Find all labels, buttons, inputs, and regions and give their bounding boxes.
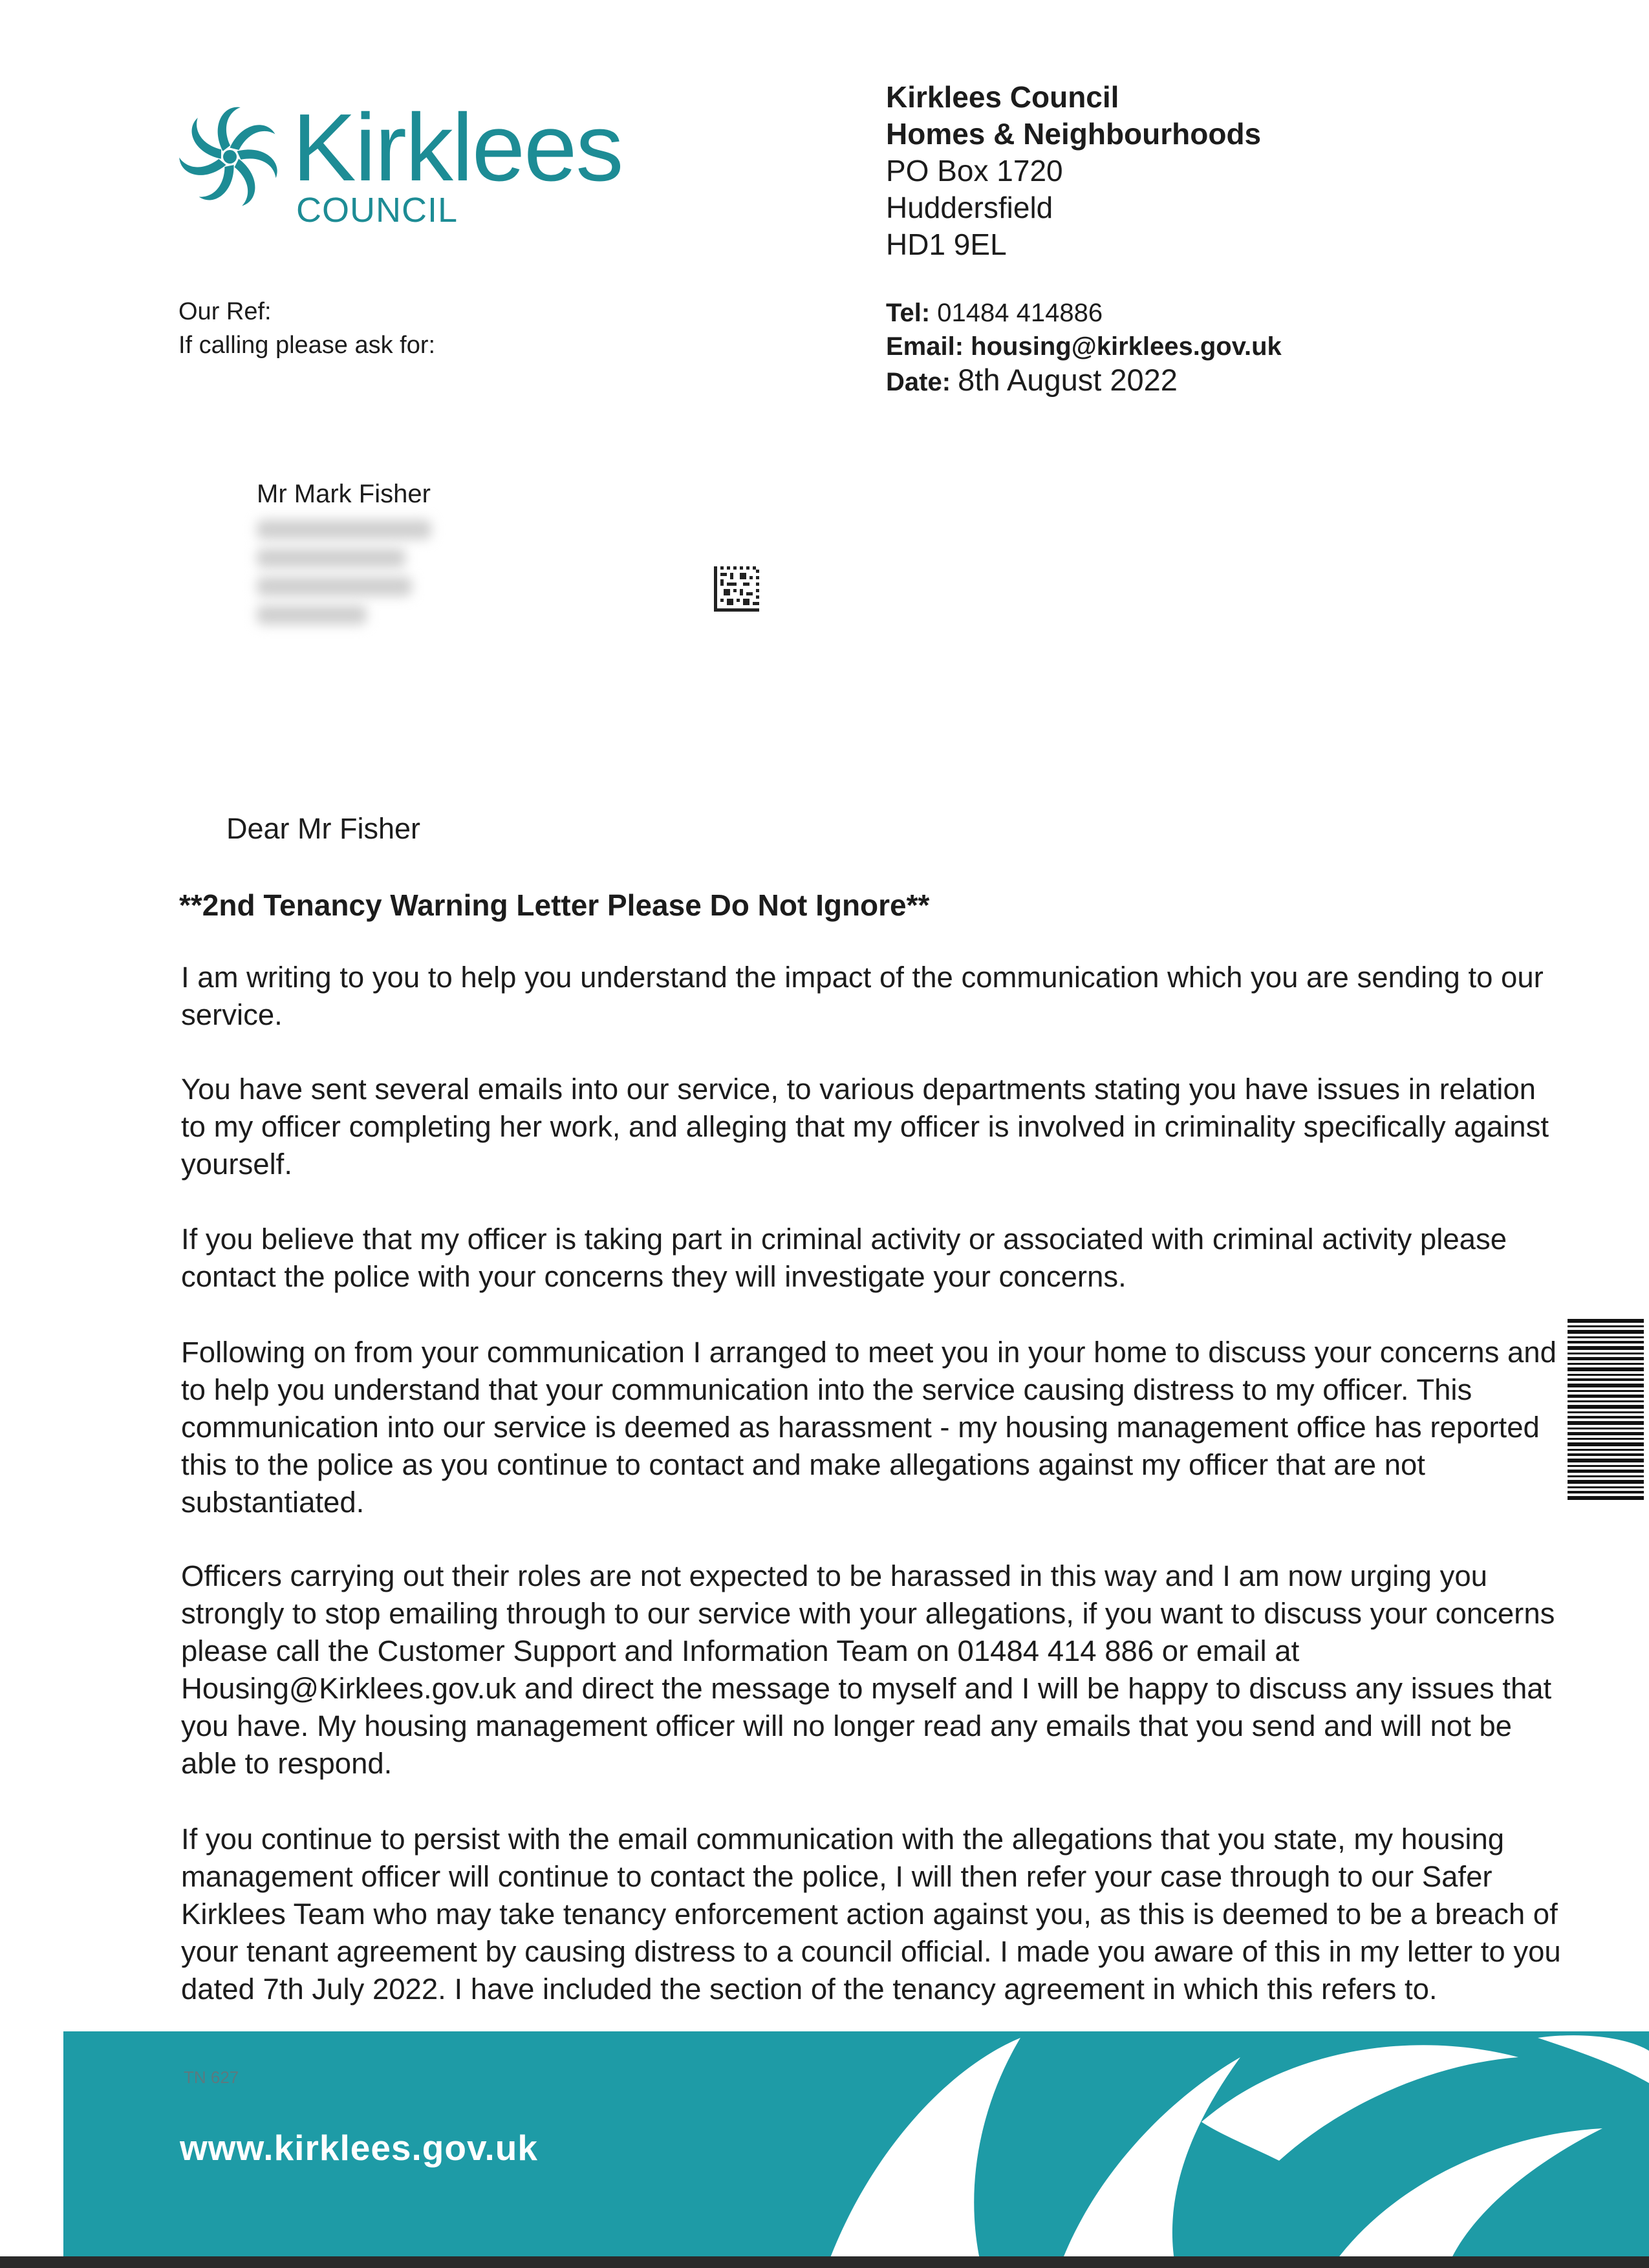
date-line bbox=[886, 363, 1282, 399]
sender-address bbox=[886, 79, 1261, 263]
reference-block bbox=[178, 295, 435, 362]
body-paragraph: If you continue to persist with the email communication with the allegations that you state, my housing management officer will continue to contact the police, I will then refer your case through to our Safer Kirklees Team who may take tenancy enforcement action against you, as this is deemed to be a breach of your tenant agreement by causing distress to a council official. I made you aware of this in my letter to you dated 7th July 2022. I have included the section of the tenancy agreement in which this refers to. bbox=[181, 1823, 1561, 2006]
email-line bbox=[886, 330, 1282, 363]
form-code: TN 627 bbox=[184, 2068, 239, 2087]
recipient-address bbox=[257, 477, 431, 625]
contact-block bbox=[886, 296, 1282, 399]
logo-wordmark: Kirklees bbox=[292, 94, 623, 201]
address-line-organisation: Kirklees Council bbox=[886, 80, 1119, 114]
logo-subtitle: COUNCIL bbox=[296, 191, 458, 230]
redacted-address-line bbox=[257, 605, 367, 625]
footer-banner bbox=[63, 2031, 1649, 2268]
body-paragraph: You have sent several emails into our service, to various departments stating you have issues in relation to my officer completing her work, and alleging that my officer is involved in criminality specifically against yourself. bbox=[181, 1073, 1549, 1181]
salutation: Dear Mr Fisher bbox=[226, 812, 421, 845]
redacted-address-line bbox=[257, 577, 412, 596]
swirl-logo-icon bbox=[173, 100, 286, 213]
body-paragraph: If you believe that my officer is taking part in criminal activity or associated with criminal activity please contact the police with your concerns they will investigate your concerns. bbox=[181, 1223, 1507, 1293]
email-label: Email: bbox=[886, 332, 964, 361]
redacted-address-line bbox=[257, 520, 431, 539]
address-line-town: Huddersfield bbox=[886, 191, 1053, 224]
date-value: 8th August 2022 bbox=[958, 363, 1178, 397]
redacted-address-line bbox=[257, 548, 405, 568]
body-paragraph: Officers carrying out their roles are not expected to be harassed in this way and I am now urging you strongly to stop emailing through to our service with your allegations, if you want to discuss your concerns please call the Customer Support and Information Team on 01484 414 886 or email at Housing@Kirklees.gov.uk and direct the message to myself and I will be happy to discuss any issues that you have. My housing management officer will no longer read any emails that you send and will not be able to respond. bbox=[181, 1559, 1555, 1780]
date-label: Date: bbox=[886, 368, 951, 396]
website-link[interactable]: www.kirklees.gov.uk bbox=[180, 2128, 538, 2168]
tel-label: Tel: bbox=[886, 299, 931, 327]
tel-line bbox=[886, 296, 1282, 330]
address-line-department: Homes & Neighbourhoods bbox=[886, 117, 1262, 151]
barcode-icon bbox=[1568, 1319, 1644, 1500]
address-line-po-box: PO Box 1720 bbox=[886, 154, 1063, 187]
letter-subject: **2nd Tenancy Warning Letter Please Do Not Ignore** bbox=[179, 888, 930, 922]
email-value: housing@kirklees.gov.uk bbox=[971, 332, 1282, 361]
scan-edge bbox=[0, 2256, 1649, 2268]
address-line-postcode: HD1 9EL bbox=[886, 228, 1007, 261]
kirklees-council-logo bbox=[173, 94, 665, 230]
recipient-name: Mr Mark Fisher bbox=[257, 480, 431, 508]
ask-for-label: If calling please ask for: bbox=[178, 332, 436, 359]
body-paragraph: Following on from your communication I arranged to meet you in your home to discuss your concerns and to help you understand that your communication into the service causing distress to my officer. This communication into our service is deemed as harassment - my housing management office has reported this to the police as you continue to contact and make allegations against my officer that are not substantiated. bbox=[181, 1336, 1557, 1519]
our-ref-label: Our Ref: bbox=[178, 298, 272, 325]
body-paragraph: I am writing to you to help you understand the impact of the communication which you are sending to our service. bbox=[181, 961, 1544, 1031]
tel-value: 01484 414886 bbox=[937, 299, 1103, 327]
data-matrix-code-icon bbox=[714, 566, 759, 612]
